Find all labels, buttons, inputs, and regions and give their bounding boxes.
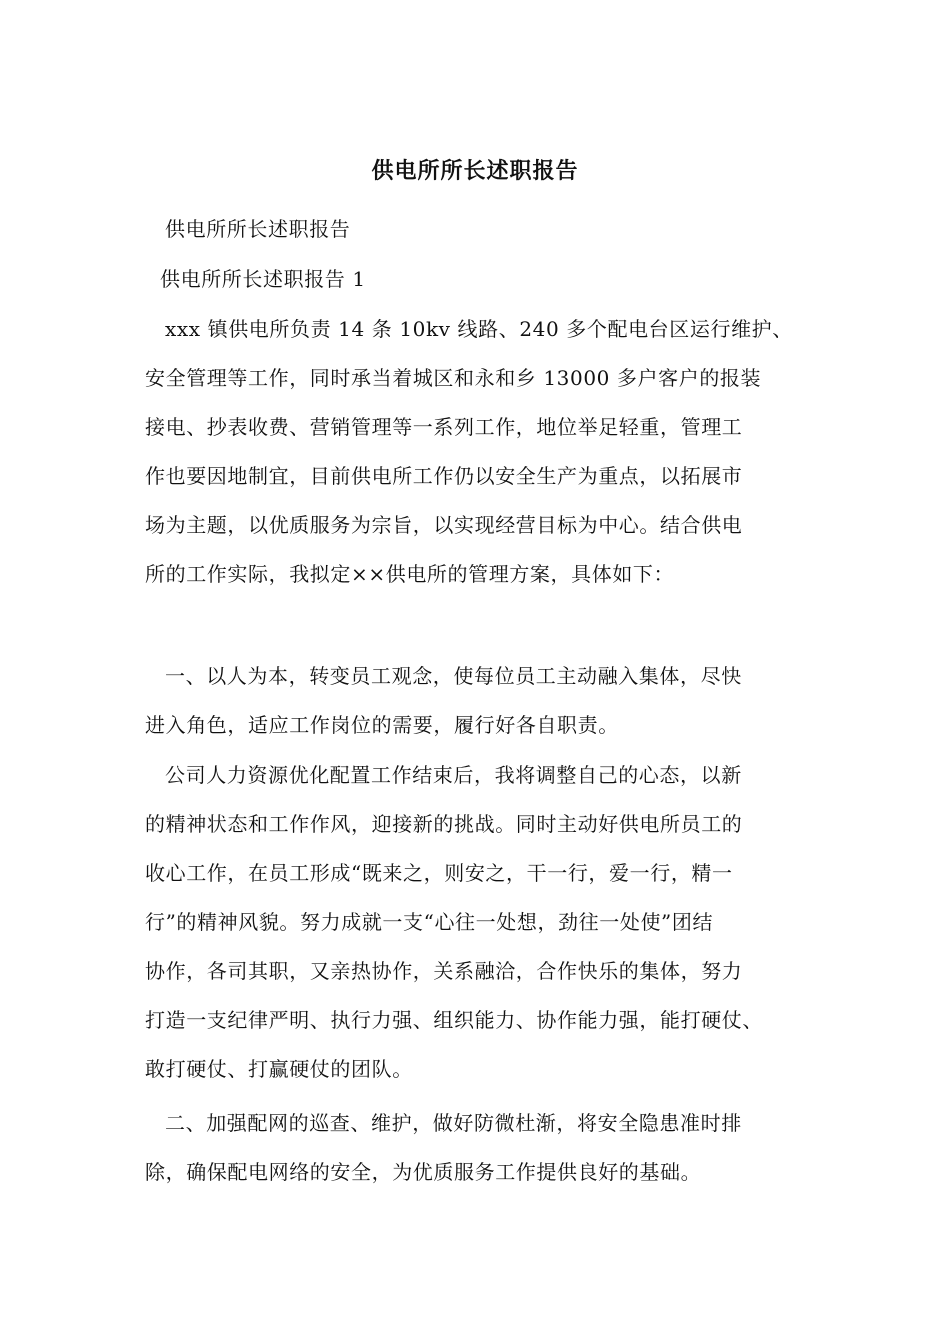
paragraph-line: 作也要因地制宜，目前供电所工作仍以安全生产为重点，以拓展市 <box>145 464 743 488</box>
document-title: 供电所所长述职报告 <box>371 158 579 184</box>
paragraph-line: 打造一支纪律严明、执行力强、组织能力、协作能力强，能打硬仗、 <box>145 1008 763 1032</box>
paragraph-line: xxx 镇供电所负责 14 条 10kv 线路、240 多个配电台区运行维护、 <box>165 317 793 341</box>
paragraph-line: 敢打硬仗、打赢硬仗的团队。 <box>145 1057 413 1081</box>
paragraph-line: 协作，各司其职，又亲热协作，关系融洽，合作快乐的集体，努力 <box>145 959 743 983</box>
paragraph-line: 公司人力资源优化配置工作结束后，我将调整自己的心态，以新 <box>165 763 742 787</box>
paragraph-line: 接电、抄表收费、营销管理等一系列工作，地位举足轻重，管理工 <box>145 415 743 439</box>
paragraph-line: 行”的精神风貌。努力成就一支“心往一处想，劲往一处使”团结 <box>145 910 714 934</box>
paragraph-line: 场为主题，以优质服务为宗旨，以实现经营目标为中心。结合供电 <box>145 513 743 537</box>
paragraph-line: 的精神状态和工作作风，迎接新的挑战。同时主动好供电所员工的 <box>145 812 743 836</box>
paragraph-line: 一、以人为本，转变员工观念，使每位员工主动融入集体，尽快 <box>165 664 742 688</box>
paragraph-line: 收心工作，在员工形成“既来之，则安之，干一行，爱一行，精一 <box>145 861 733 885</box>
paragraph-line: 进入角色，适应工作岗位的需要，履行好各自职责。 <box>145 713 619 737</box>
subtitle: 供电所所长述职报告 <box>165 217 351 241</box>
section-heading: 供电所所长述职报告 1 <box>160 267 366 291</box>
paragraph-line: 二、加强配网的巡查、维护，做好防微杜渐，将安全隐患准时排 <box>165 1111 742 1135</box>
paragraph-line: 除，确保配电网络的安全，为优质服务工作提供良好的基础。 <box>145 1160 702 1184</box>
paragraph-line: 安全管理等工作，同时承当着城区和永和乡 13000 多户客户的报装 <box>145 366 762 390</box>
paragraph-line: 所的工作实际，我拟定××供电所的管理方案，具体如下： <box>145 562 675 586</box>
